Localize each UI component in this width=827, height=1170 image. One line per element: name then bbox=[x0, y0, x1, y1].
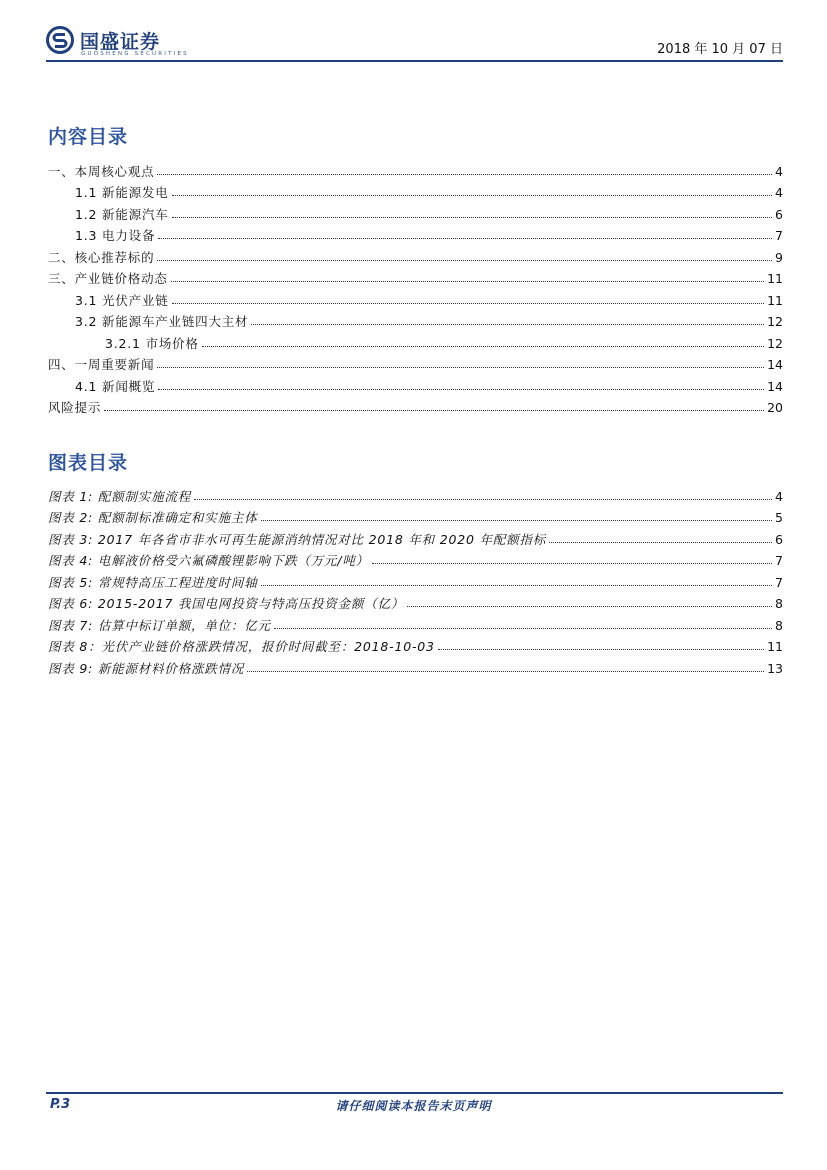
toc-item-page: 11 bbox=[767, 271, 783, 286]
figure-item[interactable] bbox=[48, 654, 783, 676]
toc-item-page: 12 bbox=[767, 335, 783, 351]
header-divider bbox=[46, 60, 783, 62]
toc-item-label: 1.2 新能源汽车 bbox=[75, 206, 169, 222]
toc-item[interactable] bbox=[48, 243, 783, 265]
toc-leader bbox=[172, 195, 772, 196]
toc-leader bbox=[438, 649, 764, 650]
figure-item-page: 13 bbox=[767, 660, 783, 676]
figure-item[interactable] bbox=[48, 611, 783, 633]
toc-item-label: 3.1 光伏产业链 bbox=[75, 292, 169, 308]
toc-item-page: 6 bbox=[775, 206, 783, 222]
toc-leader bbox=[172, 303, 765, 304]
toc-leader bbox=[158, 389, 764, 390]
toc-item[interactable] bbox=[48, 157, 783, 179]
toc-item-label: 三、产业链价格动态 bbox=[48, 271, 168, 286]
toc-item-page: 14 bbox=[767, 357, 783, 372]
figure-item[interactable] bbox=[48, 568, 783, 590]
figure-item-page: 6 bbox=[775, 531, 783, 547]
company-logo-icon bbox=[46, 26, 74, 54]
figure-item-page: 5 bbox=[775, 510, 783, 525]
figure-item-label: 图表 7: 估算中标订单额，单位：亿元 bbox=[48, 617, 271, 633]
toc-item-page: 20 bbox=[767, 400, 783, 415]
toc-item-label: 3.2.1 市场价格 bbox=[105, 335, 199, 351]
toc-item-page: 12 bbox=[767, 314, 783, 329]
toc-item-page: 9 bbox=[775, 249, 783, 265]
toc-leader bbox=[157, 260, 772, 261]
toc-leader bbox=[171, 281, 764, 282]
figure-item[interactable] bbox=[48, 633, 783, 655]
toc-leader bbox=[202, 346, 764, 347]
figure-item-page: 7 bbox=[775, 574, 783, 590]
figure-item-label: 图表 2: 配额制标准确定和实施主体 bbox=[48, 510, 258, 525]
figure-item-page: 8 bbox=[775, 617, 783, 633]
figures-title: 图表目录 bbox=[48, 452, 129, 474]
figure-item[interactable] bbox=[48, 504, 783, 526]
toc-item-label: 4.1 新闻概览 bbox=[75, 378, 156, 394]
logo-subtitle: GUOSHENG SECURITIES bbox=[81, 51, 189, 57]
toc-title: 内容目录 bbox=[48, 126, 129, 148]
toc-leader bbox=[407, 606, 772, 607]
toc-leader bbox=[104, 410, 764, 411]
figure-item-label: 图表 5: 常规特高压工程进度时间轴 bbox=[48, 574, 258, 590]
figure-item-label: 图表 9: 新能源材料价格涨跌情况 bbox=[48, 660, 245, 676]
toc-item-label: 1.3 电力设备 bbox=[75, 228, 156, 243]
toc-list bbox=[48, 157, 783, 415]
toc-leader bbox=[158, 238, 772, 239]
report-date: 2018 年 10 月 07 日 bbox=[657, 42, 783, 57]
toc-leader bbox=[261, 520, 773, 521]
figure-item-label: 图表 3: 2017 年各省市非水可再生能源消纳情况对比 2018 年和 2020 年配额指标 bbox=[48, 531, 547, 547]
toc-item-label: 四、一周重要新闻 bbox=[48, 357, 155, 372]
toc-item[interactable] bbox=[48, 394, 783, 416]
toc-item[interactable] bbox=[48, 372, 783, 394]
figure-item-label: 图表 8：光伏产业链价格涨跌情况，报价时间截至：2018-10-03 bbox=[48, 639, 435, 654]
toc-item[interactable] bbox=[48, 265, 783, 287]
toc-item-label: 1.1 新能源发电 bbox=[75, 185, 169, 200]
toc-item-page: 7 bbox=[775, 228, 783, 243]
toc-item[interactable] bbox=[48, 286, 783, 308]
page-header bbox=[46, 24, 783, 64]
toc-item-label: 风险提示 bbox=[48, 400, 102, 415]
logo-name: 国盛证券 bbox=[80, 31, 161, 53]
figure-item-label: 图表 4: 电解液价格受六氟磷酸锂影响下跌（万元/吨） bbox=[48, 553, 369, 568]
toc-leader bbox=[274, 628, 772, 629]
figure-item[interactable] bbox=[48, 590, 783, 612]
toc-leader bbox=[251, 324, 764, 325]
toc-leader bbox=[157, 174, 772, 175]
toc-leader bbox=[549, 542, 772, 543]
toc-leader bbox=[194, 499, 772, 500]
toc-item-page: 4 bbox=[775, 185, 783, 200]
toc-item-page: 4 bbox=[775, 163, 783, 179]
figure-item-page: 11 bbox=[767, 639, 783, 654]
toc-item-label: 一、本周核心观点 bbox=[48, 163, 155, 179]
footer-divider bbox=[46, 1092, 783, 1094]
toc-item[interactable] bbox=[48, 222, 783, 244]
figure-item-page: 8 bbox=[775, 596, 783, 611]
page-number: P.3 bbox=[50, 1097, 71, 1112]
toc-item-page: 11 bbox=[767, 292, 783, 308]
figure-item[interactable] bbox=[48, 482, 783, 504]
figure-item-label: 图表 6: 2015-2017 我国电网投资与特高压投资金额（亿） bbox=[48, 596, 405, 611]
toc-item-label: 3.2 新能源车产业链四大主材 bbox=[75, 314, 249, 329]
toc-leader bbox=[261, 585, 773, 586]
toc-leader bbox=[172, 217, 772, 218]
figure-item[interactable] bbox=[48, 547, 783, 569]
figure-item[interactable] bbox=[48, 525, 783, 547]
figures-list bbox=[48, 482, 783, 676]
footer-disclaimer: 请仔细阅读本报告末页声明 bbox=[335, 1099, 492, 1113]
figure-item-page: 4 bbox=[775, 488, 783, 504]
toc-item[interactable] bbox=[48, 329, 783, 351]
toc-item-page: 14 bbox=[767, 378, 783, 394]
toc-item[interactable] bbox=[48, 179, 783, 201]
toc-leader bbox=[372, 563, 772, 564]
toc-leader bbox=[157, 367, 764, 368]
toc-item[interactable] bbox=[48, 200, 783, 222]
toc-item[interactable] bbox=[48, 351, 783, 373]
figure-item-label: 图表 1: 配额制实施流程 bbox=[48, 488, 192, 504]
figure-item-page: 7 bbox=[775, 553, 783, 568]
toc-item[interactable] bbox=[48, 308, 783, 330]
toc-item-label: 二、核心推荐标的 bbox=[48, 249, 155, 265]
toc-leader bbox=[247, 671, 764, 672]
